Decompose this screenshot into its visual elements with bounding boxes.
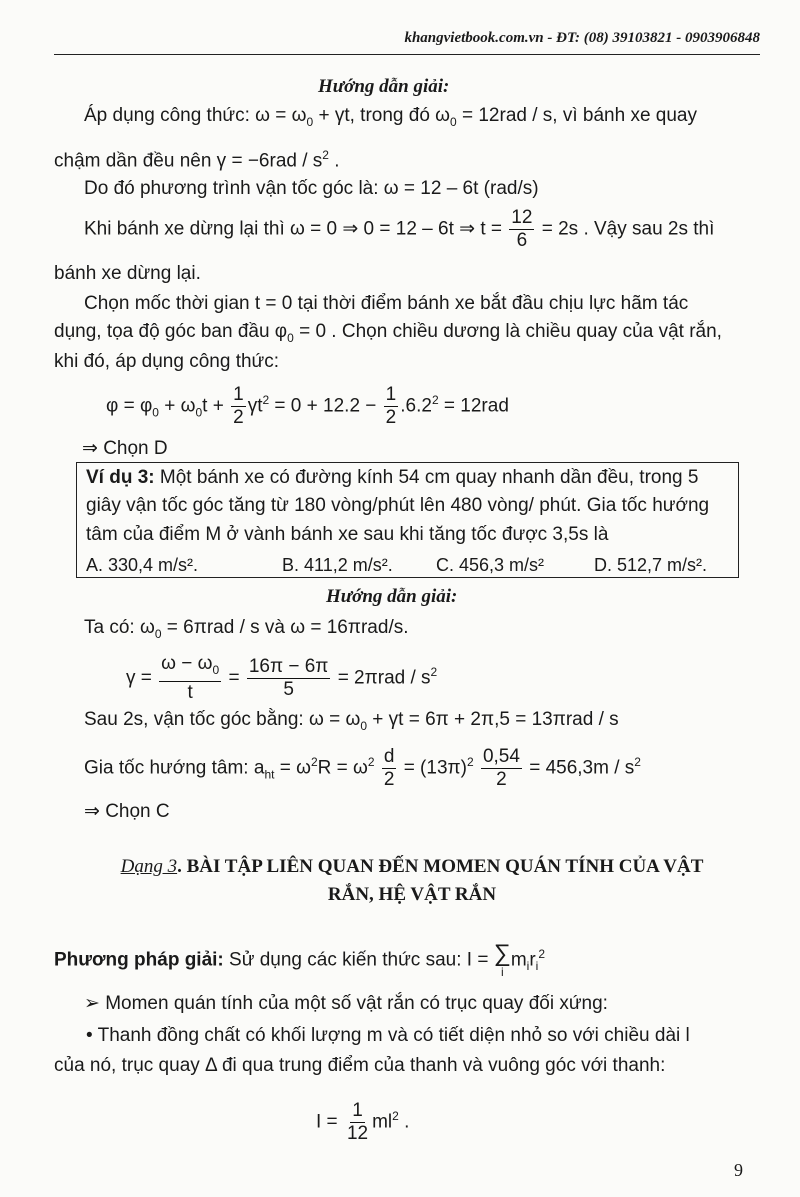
solution-heading-2: Hướng dẫn giải: — [326, 586, 458, 607]
example3-line2: giây vận tốc góc tăng từ 180 vòng/phút lên 480 vòng/ phút. Gia tốc hướng — [86, 495, 710, 516]
section-title-line2: RẮN, HỆ VẬT RẮN — [327, 884, 497, 905]
method-line: Phương pháp giải: Sử dụng các kiến thức sau: I = ∑ i $m_ir_i^2$ — [54, 940, 546, 980]
example3-line1: Ví dụ 3: Một bánh xe có đường kính 54 cm quay nhanh dần đều, trong 5 — [86, 467, 699, 488]
sol1-line6: Chọn mốc thời gian t = 0 tại thời điểm bánh xe bắt đầu chịu lực hãm tác — [84, 293, 689, 314]
rod-inertia-equation: I = $\frac{1}{12}$ $ml^2$ . — [316, 1100, 410, 1144]
solution-heading-1: Hướng dẫn giải: — [318, 76, 450, 97]
sol1-line5: bánh xe dừng lại. — [54, 263, 201, 284]
header-text: khangvietbook.com.vn - ĐT: (08) 39103821 - 0903906848 — [404, 30, 760, 46]
option-d: D. 512,7 m/s². — [594, 555, 708, 575]
sol1-answer: ⇒ Chọn D — [82, 438, 168, 459]
sol2-answer: ⇒ Chọn C — [84, 801, 170, 822]
sol1-line8: khi đó, áp dụng công thức: — [54, 351, 280, 372]
option-c: C. 456,3 m/s² — [436, 555, 545, 575]
option-b: B. 411,2 m/s². — [282, 555, 393, 575]
page-header — [54, 26, 760, 55]
sol2-line1: Ta có: $\omega_0 = 6\pi rad / s$ và ω = 16πrad/s. — [84, 617, 409, 641]
sol1-line4: Khi bánh xe dừng lại thì ω = 0 ⇒ 0 = 12 – 6t ⇒ t = $\frac{12}{6}$ = 2s . Vậy sau 2s thì — [84, 207, 715, 251]
example3-line3: tâm của điểm M ở vành bánh xe sau khi tăng tốc được 3,5s là — [86, 524, 609, 545]
sol2-gamma-equation: γ = $\frac{\omega - \omega_0}{t}$ = $\frac{16\pi - 6\pi}{5}$ = $2\pi rad / s^2$ — [126, 653, 438, 703]
bullet-rod-line2: của nó, trục quay Δ đi qua trung điểm của thanh và vuông góc với thanh: — [54, 1055, 666, 1076]
sol1-equation: $\varphi = \varphi_0 + \omega_0t$ + $\frac{1}{2}$ $\gamma t^2 = 0 + 12.2$ − $\frac{1}{2}$ $.6.2^2 = 12rad$ — [106, 384, 509, 428]
sol1-line1: Áp dụng công thức: $\omega = \omega_0 + \gamma t$, trong đó $\omega_0 = 12rad / s$, vì bánh xe quay — [84, 105, 697, 129]
section-title: Dạng 3. BÀI TẬP LIÊN QUAN ĐẾN MOMEN QUÁN TÍNH CỦA VẬT — [120, 856, 704, 877]
sol1-line2: chậm dần đều nên $\gamma = -6rad / s^2$ . — [54, 148, 340, 172]
bullet-rod: • Thanh đồng chất có khối lượng m và có tiết diện nhỏ so với chiều dài l — [86, 1025, 690, 1046]
sol2-line3: Sau 2s, vận tốc góc bằng: $\omega = \omega_0 + \gamma t = 6\pi + 2\pi,5 = 13\pi rad / s$ — [84, 709, 619, 733]
sol1-line3: Do đó phương trình vận tốc góc là: ω = 12 – 6t (rad/s) — [84, 178, 539, 199]
page-number: 9 — [734, 1160, 743, 1180]
sol1-line7: dụng, tọa độ góc ban đầu $\varphi_0 = 0$ . Chọn chiều dương là chiều quay của vật rắn, — [54, 321, 722, 345]
option-a: A. 330,4 m/s². — [86, 555, 199, 575]
sol2-centripetal-equation: Gia tốc hướng tâm: $a_{ht} = \omega^2R = \omega^2$ $\frac{d}{2}$ = $(13\pi)^2$ $\frac{0,54}{2}$ = $456,3m / s^2$ — [84, 746, 641, 790]
bullet-symmetric: ➢ Momen quán tính của một số vật rắn có trục quay đối xứng: — [84, 993, 608, 1014]
